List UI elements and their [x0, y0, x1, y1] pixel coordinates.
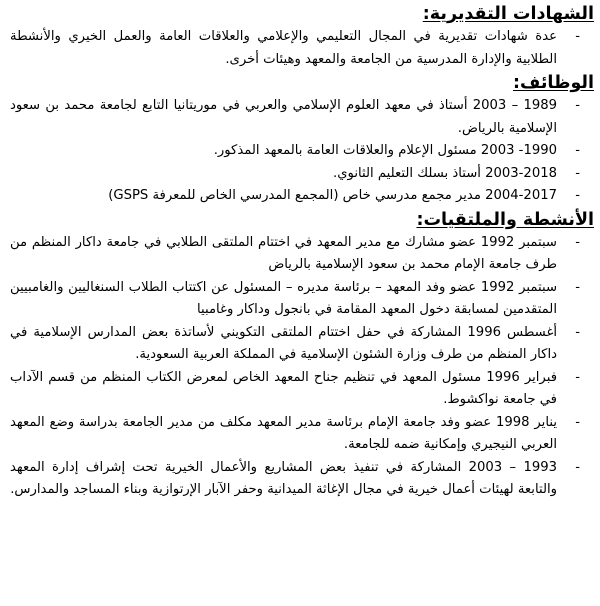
list-item-text: 1990- 2003 مسئول الإعلام والعلاقات العامة بالمعهد المذكور. [213, 143, 557, 158]
list-item [10, 457, 594, 502]
list-item [10, 185, 594, 208]
bullet-dash: - [575, 98, 580, 113]
bullet-dash: - [575, 143, 580, 158]
bullet-dash: - [575, 188, 580, 203]
bullet-dash: - [575, 165, 580, 181]
bullet-dash: - [575, 414, 580, 430]
list-item-text: عدة شهادات تقديرية في المجال التعليمي والإعلامي والعلاقات العامة والعمل الخيري والأنشطة الطلابية والإدارة المدرسية من الجامعة والمعهد وهيئات أخرى. [10, 29, 557, 67]
bullet-dash: - [575, 369, 580, 385]
list-item-text: 1989 – 2003 أستاذ في معهد العلوم الإسلامي والعربي في موريتانيا التابع لجامعة محمد بن سعود الإسلامية بالرياض. [10, 98, 557, 136]
list-item [10, 26, 594, 71]
list-item [10, 322, 594, 367]
list-item-text: أغسطس 1996 المشاركة في حفل اختتام الملتقى التكويني لأساتذة بعض المدارس الإسلامية في داكار المنظم من طرف وزارة الشئون الإسلامية في المملكة العربية السعودية. [10, 324, 558, 362]
list-item [10, 367, 594, 412]
jobs-list [10, 95, 594, 208]
list-item [10, 232, 594, 277]
list-item [10, 412, 594, 457]
activities-list [10, 232, 594, 502]
list-item-text: سبتمبر 1992 عضو وفد المعهد – برئاسة مديره – المسئول عن اكتتاب الطلاب السنغاليين والغامبيين المتقدمين لمسابقة دخول المعهد المقامة في بانجول وداكار وغامبيا [10, 279, 557, 317]
list-item [10, 277, 594, 322]
list-item-text: فبراير 1996 مسئول المعهد في تنظيم جناح المعهد الخاص لمعرض الكتاب المنظم من قسم الآداب في جامعة نواكشوط. [10, 369, 557, 407]
list-item-text: 2003-2018 أستاذ بسلك التعليم الثانوي. [333, 165, 557, 181]
list-item [10, 95, 594, 140]
bullet-dash: - [575, 459, 580, 475]
bullet-dash: - [575, 279, 580, 295]
list-item [10, 163, 594, 186]
list-item-text: 1993 – 2003 المشاركة في تنفيذ بعض المشاريع والأعمال الخيرية تحت إشراف إدارة المعهد والتابعة لهيئات أعمال خيرية في مجال الإغاثة الميدانية وحفر الآبار الإرتوازية وبناء المساجد والمدارس. [10, 459, 557, 497]
certificates-list [10, 26, 594, 71]
section-title-jobs: الوظائف: [512, 73, 594, 93]
section-title-certificates: الشهادات التقديرية: [422, 4, 594, 24]
certificates-section [10, 2, 594, 71]
bullet-dash: - [575, 29, 580, 44]
bullet-dash: - [575, 324, 580, 340]
bullet-dash: - [575, 234, 580, 250]
jobs-section [10, 71, 594, 208]
list-item-text: سبتمبر 1992 عضو مشارك مع مدير المعهد في اختتام الملتقى الطلابي في جامعة داكار المنظم من طرف جامعة الإمام محمد بن سعود الإسلامية بالرياض [10, 234, 557, 272]
list-item-text: 2004-2017 مدير مجمع مدرسي خاص (المجمع المدرسي الخاص للمعرفة GSPS) [108, 188, 557, 203]
list-item-text: يناير 1998 عضو وفد جامعة الإمام برئاسة مدير المعهد مكلف من مدير الجامعة بدراسة وضع المعهد العربي النيجيري وإمكانية ضمه للجامعة. [10, 414, 557, 452]
activities-section [10, 208, 594, 502]
section-title-activities: الأنشطة والملتقيات: [416, 209, 594, 230]
list-item [10, 140, 594, 163]
